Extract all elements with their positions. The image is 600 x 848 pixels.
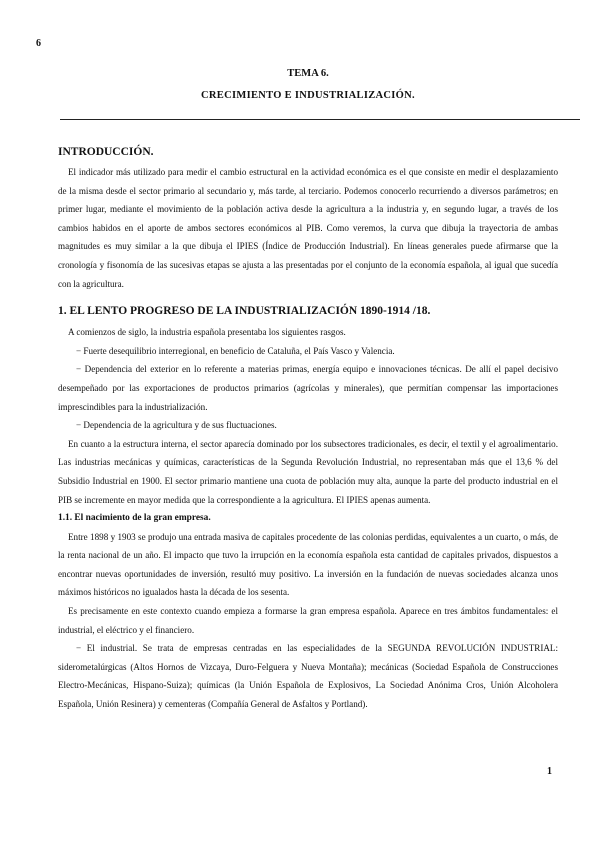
section-1-bullet-3: − Dependencia de la agricultura y de sus fluctuaciones. xyxy=(76,420,277,431)
header-divider xyxy=(60,119,580,120)
section-1-bullet-1: − Fuerte desequilibrio interregional, en beneficio de Cataluña, el País Vasco y Valencia. xyxy=(76,345,395,356)
page-number-bottom: 1 xyxy=(547,766,552,777)
chapter-number: TEMA 6. xyxy=(287,68,329,79)
subsection-1-1-paragraph-2: Es precisamente en este contexto cuando empieza a formarse la gran empresa española. Aparece en tres ámbitos fundamentales: el industrial, el eléctrico y el financiero. xyxy=(58,606,558,635)
subsection-1-1-bullet-1: − El industrial. Se trata de empresas centradas en las especialidades de la SEGUNDA REVOLUCIÓN INDUSTRIAL: siderometalúrgicas (Altos Hornos de Vizcaya, Duro-Felguera y Nueva Montaña); mecánicas (Sociedad Española de Construcciones Electro-Mecánicas, Hispano-Suiza); químicas (la Unión Española de Explosivos, La Sociedad Anónima Cros, Unión Alcoholera Española, Unión Resinera) y cementeras (Compañía General de Asfaltos y Portland). xyxy=(58,643,558,710)
subsection-1-1-paragraph-1: Entre 1898 y 1903 se produjo una entrada masiva de capitales procedente de las colonias perdidas, equivalentes a un cuarto, o más, de la renta nacional de un año. El impacto que tuvo la irrupción en la economía española esta cantidad de capitales privados, dispuestos a encontrar nuevas oportunidades de inversión, resultó muy positivo. La inversión en la fundación de nuevas sociedades alcanza unos máximos históricos no igualados hasta la década de los sesenta. xyxy=(58,531,558,598)
section-1-paragraph-2: En cuanto a la estructura interna, el sector aparecía dominado por los subsectores tradicionales, es decir, el textil y el agroalimentario. Las industrias mecánicas y químicas, características de la Segunda Revolución Industrial, no representaban más que el 13,6 % del Subsidio Industrial en 1900. El sector primario mantiene una cuota de población muy alta, aunque la parte del producto industrial en el PIB se incremente en mayor medida que la correspondiente a la agricultura. El IPIES apenas aumenta. xyxy=(58,438,558,505)
document-body xyxy=(58,142,558,714)
section-1-heading: 1. EL LENTO PROGRESO DE LA INDUSTRIALIZACIÓN 1890-1914 /18. xyxy=(58,305,431,318)
subsection-1-1-heading: 1.1. El nacimiento de la gran empresa. xyxy=(58,513,211,524)
section-1-bullet-2: − Dependencia del exterior en lo referente a materias primas, energía equipo e innovaciones técnicas. De allí el papel decisivo desempeñado por las exportaciones de productos primarios (agrícolas y minerales), que permitían compensar las importaciones imprescindibles para la industrialización. xyxy=(58,364,558,412)
intro-paragraph: El indicador más utilizado para medir el cambio estructural en la actividad económica es el que consiste en medir el desplazamiento de la misma desde el sector primario al secundario y, más tarde, al terciario. Podemos conocerlo recurriendo a diversos parámetros; en primer lugar, mediante el movimiento de la población activa desde la agricultura a la industria y, en segundo lugar, a través de los cambios habidos en el aporte de ambos sectores económicos al PIB. Como veremos, la curva que dibuja la trayectoria de ambas magnitudes es muy similar a la que dibuja el IPIES (Índice de Producción Industrial). En líneas generales puede afirmarse que la cronología y fisonomía de las sucesivas etapas se ajusta a las presentadas por el conjunto de la economía española, al igual que sucedía con la agricultura. xyxy=(58,167,558,289)
page-number-top: 6 xyxy=(36,38,41,49)
intro-heading: INTRODUCCIÓN. xyxy=(58,146,154,158)
section-1-paragraph-1: A comienzos de siglo, la industria española presentaba los siguientes rasgos. xyxy=(68,327,346,338)
chapter-title: CRECIMIENTO E INDUSTRIALIZACIÓN. xyxy=(201,90,415,101)
